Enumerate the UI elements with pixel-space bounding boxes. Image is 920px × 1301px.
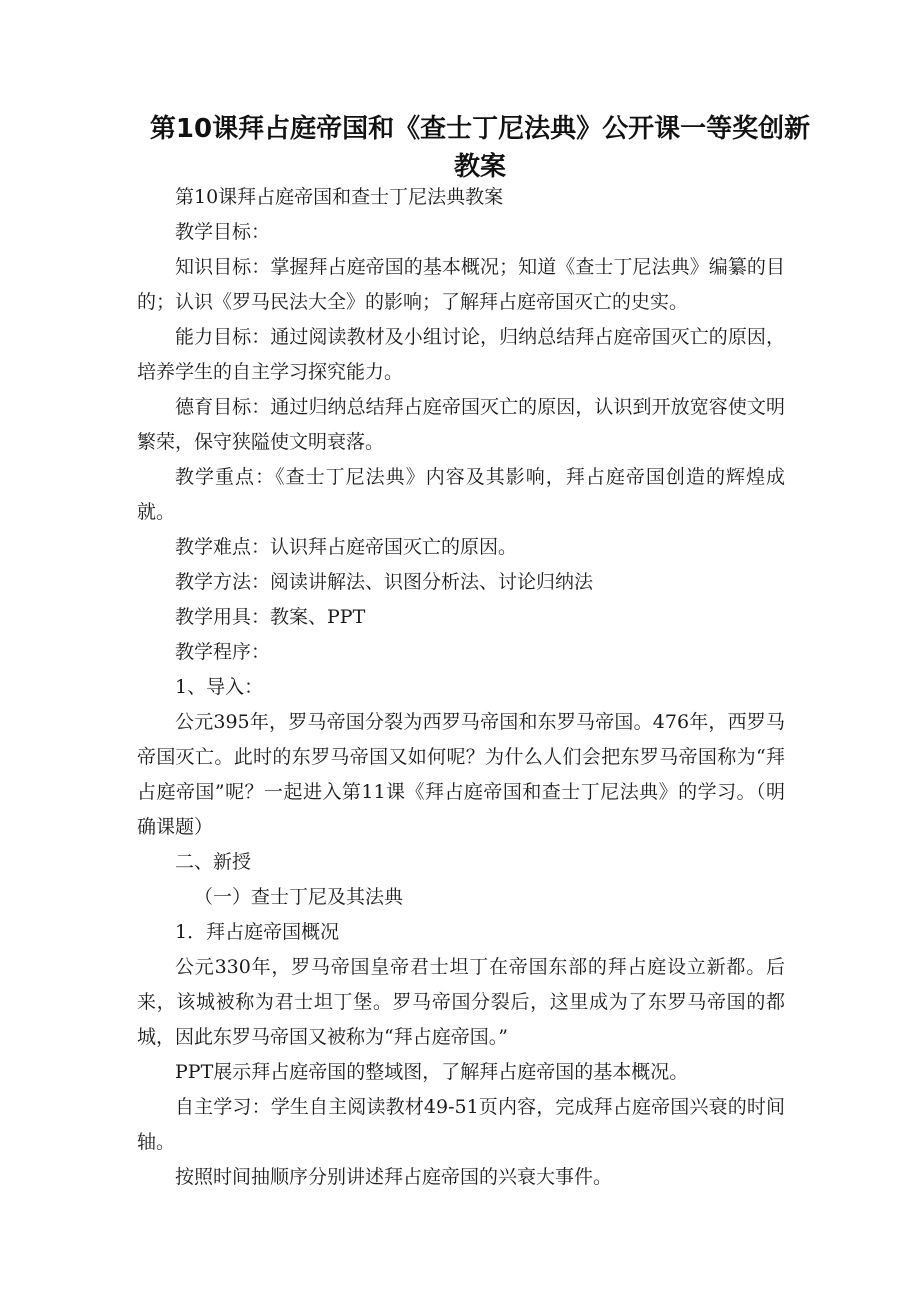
paragraph-moral-goal: 德育目标：通过归纳总结拜占庭帝国灭亡的原因，认识到开放宽容使文明繁荣，保守狭隘使文明衰落。 (137, 396, 785, 453)
document-body (137, 180, 785, 1195)
paragraph-subtitle: 第10课拜占庭帝国和查士丁尼法典教案 (175, 186, 504, 208)
paragraph-methods: 教学方法：阅读讲解法、识图分析法、讨论归纳法 (175, 571, 594, 593)
paragraph-teaching-goals-heading: 教学目标： (175, 221, 271, 243)
paragraph-ppt-map: PPT展示拜占庭帝国的整域图，了解拜占庭帝国的基本概况。 (175, 1061, 689, 1083)
paragraph-self-study: 自主学习：学生自主阅读教材49-51页内容，完成拜占庭帝国兴衰的时间轴。 (137, 1096, 785, 1153)
paragraph-difficulties: 教学难点：认识拜占庭帝国灭亡的原因。 (175, 536, 518, 558)
paragraph-timeline-narration: 按照时间抽顺序分别讲述拜占庭帝国的兴衰大事件。 (175, 1166, 613, 1188)
paragraph-intro-heading: 1、导入： (175, 676, 264, 698)
paragraph-new-lesson-heading: 二、新授 (175, 851, 252, 873)
paragraph-knowledge-goal: 知识目标：掌握拜占庭帝国的基本概况；知道《查士丁尼法典》编纂的目的；认识《罗马民法大全》的影响；了解拜占庭帝国灭亡的史实。 (137, 256, 785, 313)
paragraph-overview-heading: 1．拜占庭帝国概况 (175, 921, 340, 943)
paragraph-intro-text: 公元395年，罗马帝国分裂为西罗马帝国和东罗马帝国。476年，西罗马帝国灭亡。此时的东罗马帝国又如何呢？为什么人们会把东罗马帝国称为“拜占庭帝国”呢？一起进入第11课《拜占庭帝国和查士丁尼法典》的学习。（明确课题） (137, 711, 785, 838)
paragraph-key-points: 教学重点：《查士丁尼法典》内容及其影响，拜占庭帝国创造的辉煌成就。 (137, 466, 785, 523)
paragraph-procedure-heading: 教学程序： (175, 641, 271, 663)
paragraph-tools: 教学用具：教案、PPT (175, 606, 366, 628)
document-title: 第10课拜占庭帝国和《查士丁尼法典》公开课一等奖创新教案 (149, 114, 811, 182)
paragraph-section-one-heading: （一）查士丁尼及其法典 (194, 886, 404, 908)
paragraph-ability-goal: 能力目标：通过阅读教材及小组讨论，归纳总结拜占庭帝国灭亡的原因，培养学生的自主学习探究能力。 (137, 326, 785, 383)
paragraph-overview-text: 公元330年，罗马帝国皇帝君士坦丁在帝国东部的拜占庭设立新都。后来，该城被称为君士坦丁堡。罗马帝国分裂后，这里成为了东罗马帝国的都城，因此东罗马帝国又被称为“拜占庭帝国。” (137, 956, 785, 1048)
